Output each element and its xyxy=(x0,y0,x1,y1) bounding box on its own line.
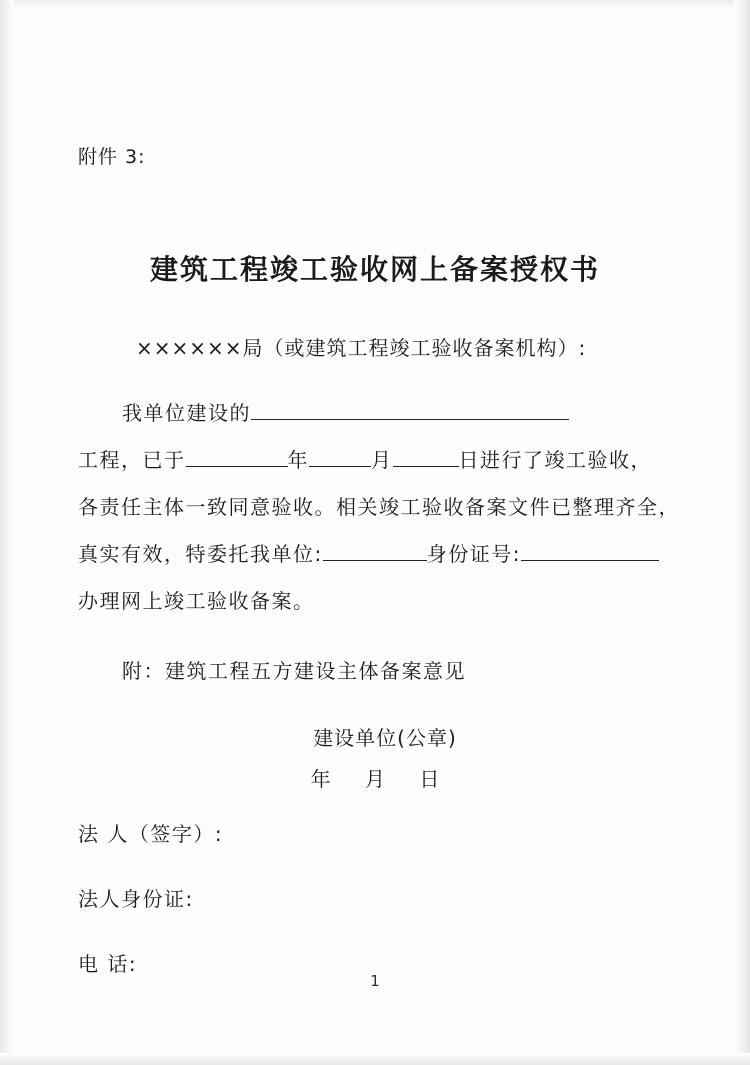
project-name-blank[interactable] xyxy=(251,397,569,420)
body-line-2-prefix: 工程，已于 xyxy=(78,448,186,472)
signature-unit: 建设单位(公章) xyxy=(313,726,457,750)
addressee-line: ××××××局（或建筑工程竣工验收备案机构）: xyxy=(136,336,587,360)
id-label: 身份证号: xyxy=(426,542,521,566)
year-blank[interactable] xyxy=(186,444,288,467)
scan-edge-right xyxy=(734,0,750,1065)
body-line-5 xyxy=(78,578,672,625)
body-line-1-text: 我单位建设的 xyxy=(122,401,251,425)
scan-edge-left xyxy=(0,0,14,1065)
legal-person-signature-field[interactable]: 法 人（签字）: xyxy=(78,822,224,846)
page-title: 建筑工程竣工验收网上备案授权书 xyxy=(149,253,600,286)
year-label: 年 xyxy=(287,448,309,472)
legal-person-id-field[interactable]: 法人身份证: xyxy=(78,887,194,911)
day-label: 日进行了竣工验收， xyxy=(458,448,652,472)
signature-date: 年 月 日 xyxy=(310,767,454,791)
attachment-label: 附件 3: xyxy=(78,146,146,168)
signature-block xyxy=(78,722,672,792)
body-line-3-text: 各责任主体一致同意验收。相关竣工验收备案文件已整理齐全， xyxy=(78,495,680,519)
phone-field[interactable]: 电 话: xyxy=(78,952,138,976)
month-label: 月 xyxy=(371,448,393,472)
page-number: 1 xyxy=(370,972,380,990)
body-paragraph xyxy=(78,390,680,625)
body-line-4-prefix: 真实有效，特委托我单位: xyxy=(78,542,323,566)
body-line-3 xyxy=(78,484,680,531)
day-blank[interactable] xyxy=(393,444,459,467)
body-line-4 xyxy=(78,531,672,578)
delegate-name-blank[interactable] xyxy=(323,538,427,561)
month-blank[interactable] xyxy=(309,444,371,467)
id-number-blank[interactable] xyxy=(521,538,659,561)
body-line-5-text: 办理网上竣工验收备案。 xyxy=(78,589,315,613)
appendix-line: 附：建筑工程五方建设主体备案意见 xyxy=(122,659,466,683)
body-line-2 xyxy=(78,437,672,484)
document-content xyxy=(78,0,680,1065)
body-line-1 xyxy=(78,390,672,437)
